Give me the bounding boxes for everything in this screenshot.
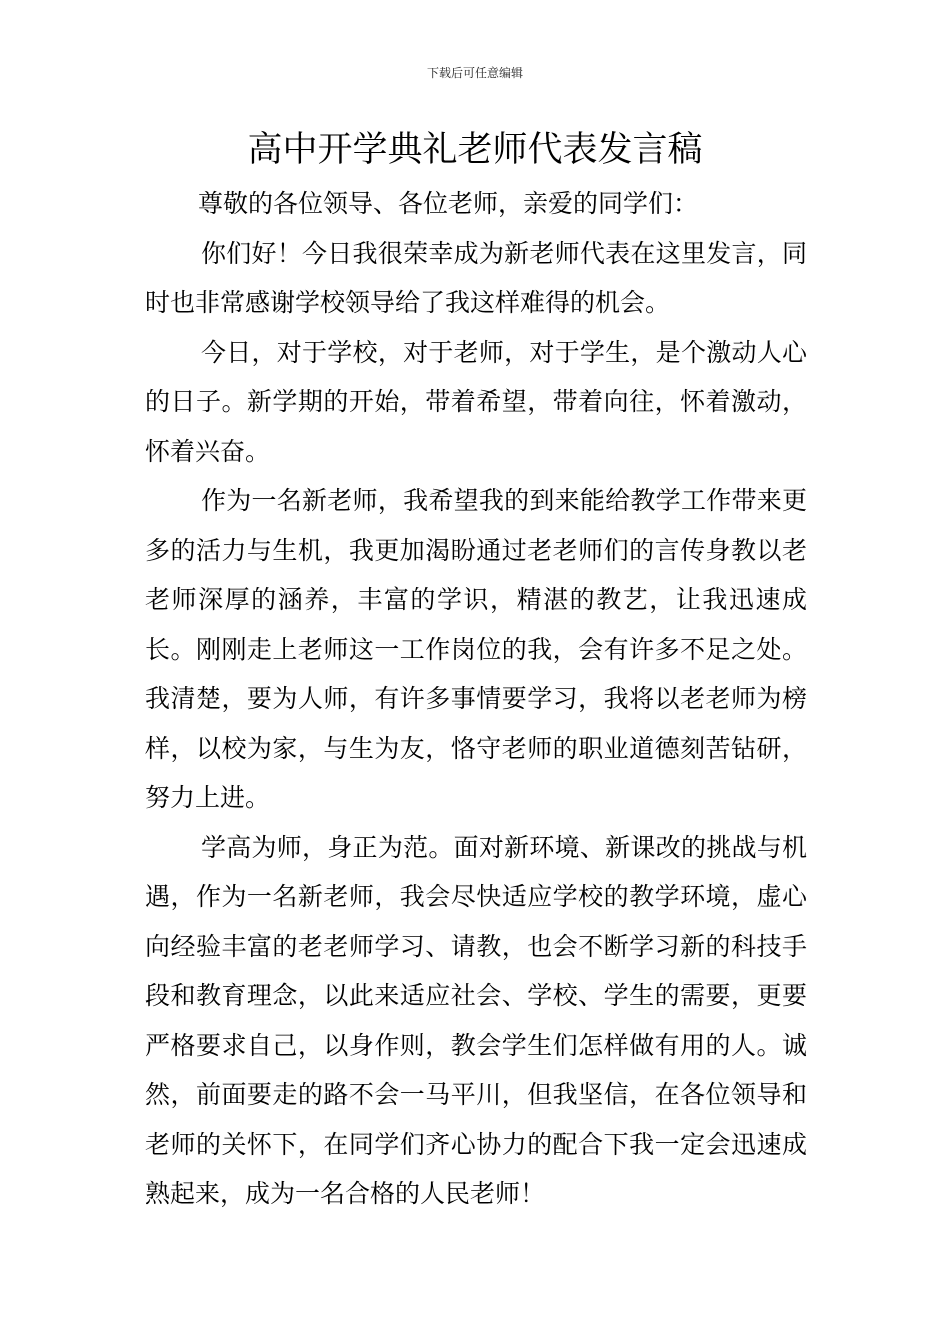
salutation: 尊敬的各位领导、各位老师，亲爱的同学们： bbox=[198, 189, 699, 218]
document-body bbox=[145, 179, 807, 1219]
paragraph-4: 学高为师，身正为范。面对新环境、新课改的挑战与机遇，作为一名新老师，我会尽快适应学校的教学环境，虚心向经验丰富的老老师学习、请教，也会不断学习新的科技手段和教育理念，以此来适应社会、学校、学生的需要，更要严格要求自己，以身作则，教会学生们怎样做有用的人。诚然，前面要走的路不会一马平川，但我坚信，在各位领导和老师的关怀下，在同学们齐心协力的配合下我一定会迅速成熟起来，成为一名合格的人民老师！ bbox=[145, 832, 807, 1208]
document-title: 高中开学典礼老师代表发言稿 bbox=[247, 130, 703, 170]
header-note: 下载后可任意编辑 bbox=[426, 66, 523, 80]
paragraph-1: 你们好！今日我很荣幸成为新老师代表在这里发言，同时也非常感谢学校领导给了我这样难得的机会。 bbox=[145, 238, 807, 317]
paragraph-2: 今日，对于学校，对于老师，对于学生，是个激动人心的日子。新学期的开始，带着希望，带着向往，怀着激动，怀着兴奋。 bbox=[145, 337, 807, 466]
paragraph-3: 作为一名新老师，我希望我的到来能给教学工作带来更多的活力与生机，我更加渴盼通过老老师们的言传身教以老老师深厚的涵养，丰富的学识，精湛的教艺，让我迅速成长。刚刚走上老师这一工作岗位的我，会有许多不足之处。我清楚，要为人师，有许多事情要学习，我将以老老师为榜样，以校为家，与生为友，恪守老师的职业道德刻苦钻研，努力上进。 bbox=[145, 486, 807, 812]
